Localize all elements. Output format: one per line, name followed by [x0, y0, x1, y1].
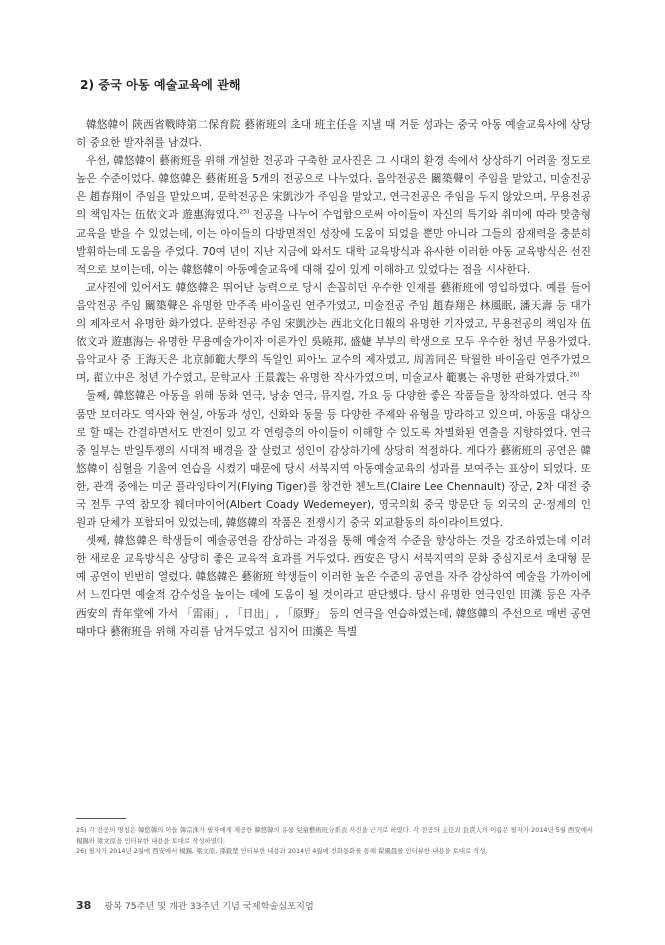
footnote-ref-25: 25) [239, 208, 250, 216]
paragraph-4 [76, 387, 591, 532]
paragraph-text: 韓悠韓이 陝西省戰時第二保育院 藝術班의 초대 班主任을 지낼 때 거둔 성과는 중국 아동 예술교육사에 상당히 중요한 발자취를 남겼다. [76, 119, 591, 150]
paragraph-5 [76, 532, 591, 641]
paragraph-text: 셋째, 韓悠韓은 학생들이 예술공연을 감상하는 과정을 통해 예술적 수준을 향상하는 것을 강조하였는데 이러한 새로운 교육방식은 상당히 좋은 교육적 효과를 거두었다. 西安은 당시 서북지역의 문화 중심지로서 초대형 문예 공연이 빈번히 열렸다. 韓悠韓은 藝術班 학생들이 이러한 높은 수준의 공연을 자주 감상하여 예술을 가까이에서 느낀다면 예술적 감수성을 높이는 데에 도움이 될 것이라고 판단했다. 당시 유명한 연극인인 田漢 등은 자주 西安의 青年堂에 가서 「雷雨」, 「日出」, 「原野」 등의 연극을 연습하였는데, 韓悠韓의 주선으로 매번 공연 때마다 藝術班을 위해 자리를 남겨두었고 심지어 田漢은 특별 [76, 535, 591, 638]
footnote-26: 26) 필자가 2014년 2월에 西安에서 楊錫, 梁文原, 孫毅楚 인터뷰한 내용과 2014년 4월에 전화통화를 통해 翟風晨를 인터뷰한 내용을 토대로 작성. [76, 847, 488, 856]
paragraph-text: 교사진에 있어서도 韓悠韓은 뛰어난 능력으로 당시 손꼽히던 우수한 인재를 藝術班에 영입하였다. 예를 들어 음악전공 주임 關築聲은 유명한 만주족 바이올린 연주가였고, 미술전공 주임 趙春翔은 林風眠, 潘天壽 등 대가의 제자로서 유명한 화가였다. 문학전공 주임 宋凱沙는 西北文化日報의 유명한 기자였고, 무용전공의 책임자 伍依文과 遊惠海는 유명한 무용예술가이자 이론가인 吳曉邦, 盛婕 부부의 학생으로 모두 우수한 청년 무용가였다. 음악교사 중 王海天은 北京師範大學의 독일인 피아노 교수의 제자였고, 周善同은 탁월한 바이올린 연주가였으며, 翟立中은 청년 가수였고, 문학교사 王景義는 유명한 작사가였으며, 미술교사 範裏는 유명한 판화가였다. [76, 281, 591, 385]
footnote-ref-26: 26) [569, 371, 580, 379]
footer-title: 광복 75주년 및 개관 33주년 기념 국제학술심포지엄 [104, 901, 314, 912]
page-number: 38 [76, 899, 92, 912]
body-text [76, 116, 591, 641]
footnote-divider [76, 818, 126, 819]
paragraph-text-tail: 전공을 나누어 수업함으로써 아이들이 자신의 특기와 취미에 따라 맞춤형 교육을 받을 수 있었는데, 이는 아이들의 다방면적인 성장에 도움이 되었을 뿐만 아니라 그들의 잠재력을 충분히 발휘하는데 도움을 주었다. 70여 년이 지난 지금에 와서도 대학 교육방식과 유사한 이러한 아동 교육방식은 선진적으로 보이는데, 이는 韓悠韓이 아동예술교육에 대해 깊이 있게 이해하고 있었다는 점을 시사한다. [76, 209, 592, 276]
footnote-25: 25) 각 전공의 명칭은 韓悠韓의 아들 韓宗洙가 필자에게 제공한 韓悠韓의 유물 兒童藝術班分系表 사진을 근거로 하였다. 각 전공의 主任과 負責人의 이름은 필자가 2014년 5월 西安에서 楊錫와 梁文原을 인터뷰한 내용을 토대로 작성하였다. [76, 826, 594, 845]
paragraph-1 [76, 116, 591, 152]
page-footer [76, 898, 314, 912]
footnotes [76, 825, 596, 857]
paragraph-text: 둘째, 韓悠韓은 아동을 위해 동화 연극, 낭송 연극, 뮤지컬, 가요 등 다양한 좋은 작품들을 창작하였다. 연극 작품만 보더라도 역사와 현실, 아동과 성인, 신화와 동물 등 다양한 주제와 유형을 망라하고 있으며, 아동을 대상으로 할 때는 간결하면서도 반전이 있고 각 연령층의 아이들이 이해할 수 있도록 차별화된 연출을 지향하였다. 연극 중 일부는 반일투쟁의 시대적 배경을 잘 살렸고 성인이 감상하기에 상당히 적절하다. 게다가 藝術班의 공연은 韓悠韓이 심혈을 기울여 연습을 시켰기 때문에 당시 서북지역 아동예술교육의 성과를 보여주는 표상이 되었다. 또한, 관객 중에는 미군 플라잉타이거(Flying Tiger)를 창건한 첸노트(Claire Lee Chennault) 장군, 2차 대전 중국 전투 구역 참모장 웨더마이어(Albert Coady Wedemeyer), 영국의회 중국 방문단 등 외국의 군·정계의 인원과 단체가 포함되어 있었는데, 韓悠韓의 작품은 전쟁시기 중국 외교활동의 하이라이트였다. [76, 390, 591, 530]
paragraph-2 [76, 152, 591, 279]
paragraph-3 [76, 279, 591, 388]
section-heading: 2) 중국 아동 예술교육에 관해 [80, 78, 241, 92]
paragraph-text: 우선, 韓悠韓이 藝術班을 위해 개설한 전공과 구축한 교사진은 그 시대의 환경 속에서 상상하기 어려울 정도로 높은 수준이었다. 韓悠韓은 藝術班을 5개의 전공으로 나누었다. 음악전공은 關築聲이 주임을 맡았고, 미술전공은 趙春翔이 주임을 맡았으며, 문학전공은 宋凱沙가 주임을 맡았고, 연극전공은 주임을 두지 않았으며, 무용전공의 책임자는 伍依文과 遊惠海였다. [76, 155, 591, 222]
